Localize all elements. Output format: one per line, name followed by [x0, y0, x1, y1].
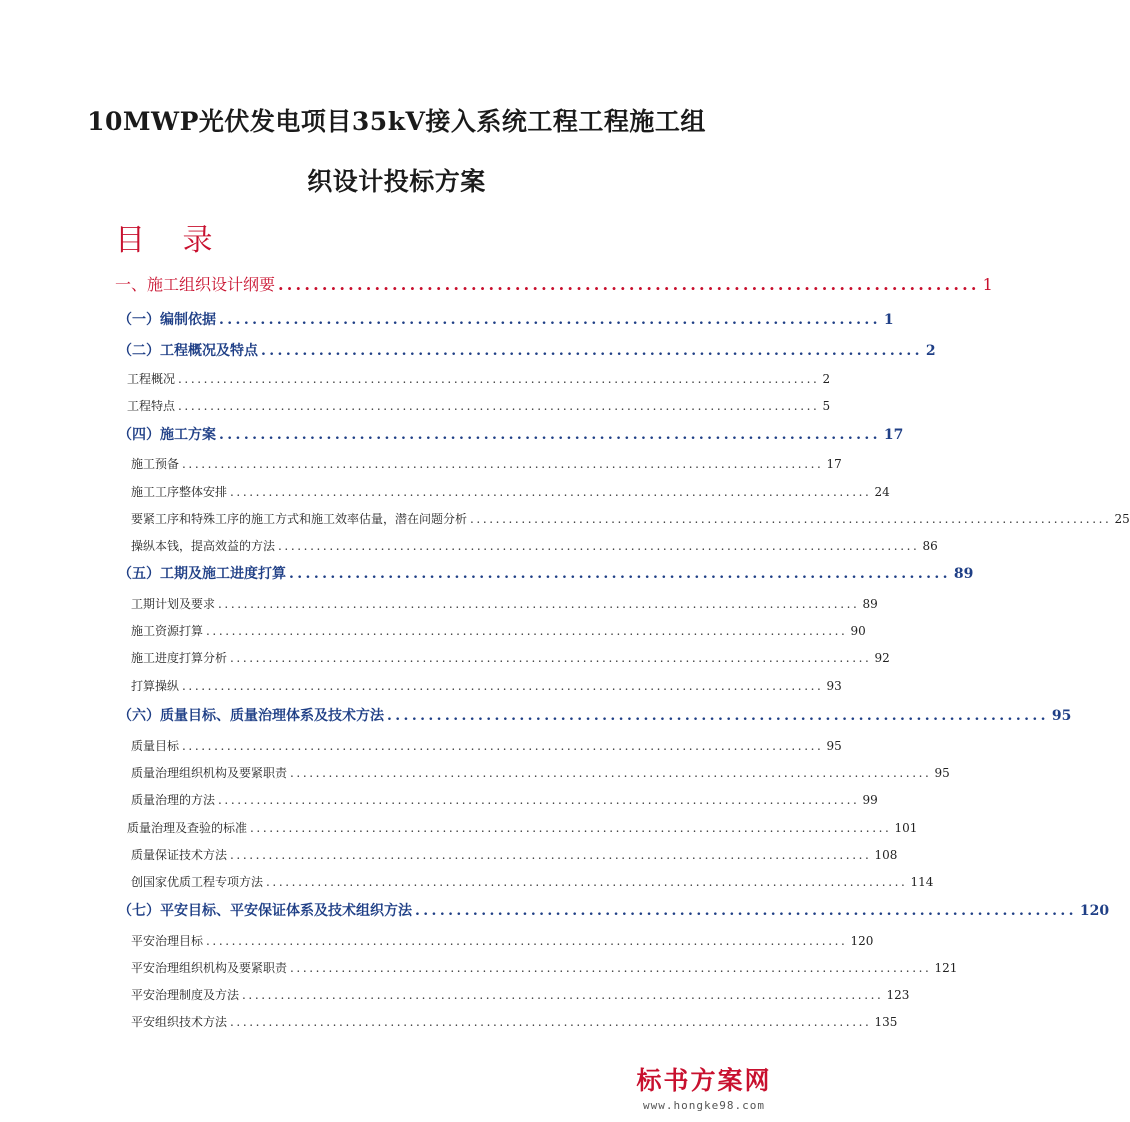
- toc-entry-label: 平安组织技术方法: [131, 1015, 228, 1029]
- toc-entry-page: 99: [862, 793, 878, 807]
- toc-entry-page: 120: [850, 934, 874, 948]
- toc-leader-dots: ....................................................................................................: [178, 399, 820, 413]
- toc-entry-level1[interactable]: [118, 340, 936, 362]
- watermark-url: www.hongke98.com: [643, 1099, 765, 1112]
- toc-entry-label: 施工资源打算: [131, 624, 204, 638]
- toc-entry-label: 施工进度打算分析: [131, 651, 228, 665]
- toc-entry-level2[interactable]: [131, 455, 842, 473]
- toc-entry-level2[interactable]: [131, 537, 938, 555]
- toc-entry-level2[interactable]: [131, 677, 842, 695]
- toc-leader-dots: ................................................................................: [415, 903, 1077, 919]
- toc-entry-level0[interactable]: [115, 272, 993, 296]
- toc-entry-level2[interactable]: [131, 959, 958, 977]
- toc-entry-label: （七）平安目标、平安保证体系及技术组织方法: [118, 903, 412, 919]
- toc-entry-label: 平安治理组织机构及要紧职责: [131, 961, 288, 975]
- toc-leader-dots: ................................................................................: [261, 343, 923, 359]
- toc-entry-page: 95: [826, 739, 842, 753]
- toc-entry-level1[interactable]: [118, 563, 974, 585]
- toc-entry-level2[interactable]: [131, 510, 1130, 528]
- toc-entry-level2[interactable]: [131, 595, 878, 613]
- toc-entry-label: （五）工期及施工进度打算: [118, 566, 286, 582]
- toc-entry-page: 108: [874, 848, 898, 862]
- toc-entry-level2[interactable]: [127, 370, 831, 388]
- toc-entry-page: 1: [883, 312, 894, 328]
- toc-leader-dots: ....................................................................................................: [470, 512, 1112, 526]
- toc-entry-label: 质量保证技术方法: [131, 848, 228, 862]
- toc-entry-page: 5: [822, 399, 831, 413]
- toc-leader-dots: ....................................................................................................: [218, 793, 860, 807]
- toc-entry-label: 施工预备: [131, 457, 180, 471]
- toc-entry-page: 114: [910, 875, 934, 889]
- toc-entry-page: 24: [874, 485, 890, 499]
- toc-entry-level2[interactable]: [131, 483, 890, 501]
- toc-entry-label: 平安治理制度及方法: [131, 988, 240, 1002]
- toc-entry-label: 质量治理及查验的标准: [127, 821, 248, 835]
- toc-leader-dots: ....................................................................................................: [230, 1015, 872, 1029]
- toc-entry-level2[interactable]: [131, 932, 874, 950]
- toc-entry-page: 93: [826, 679, 842, 693]
- toc-entry-label: （四）施工方案: [118, 427, 216, 443]
- toc-entry-page: 120: [1079, 903, 1110, 919]
- document-title-line1: 10MWP光伏发电项目35kV接入系统工程工程施工组: [87, 107, 706, 136]
- toc-entry-page: 17: [826, 457, 842, 471]
- toc-entry-label: 一、施工组织设计纲要: [115, 275, 276, 294]
- toc-entry-label: （六）质量目标、质量治理体系及技术方法: [118, 708, 384, 724]
- toc-leader-dots: ....................................................................................................: [178, 372, 820, 386]
- toc-entry-level2[interactable]: [131, 873, 934, 891]
- toc-entry-page: 92: [874, 651, 890, 665]
- toc-leader-dots: ................................................................................: [219, 312, 881, 328]
- toc-leader-dots: ....................................................................................................: [278, 539, 920, 553]
- toc-entry-page: 101: [894, 821, 918, 835]
- toc-leader-dots: ....................................................................................................: [230, 485, 872, 499]
- toc-leader-dots: ....................................................................................................: [182, 457, 824, 471]
- toc-entry-label: 工程概况: [127, 372, 176, 386]
- toc-leader-dots: ....................................................................................................: [290, 961, 932, 975]
- toc-leader-dots: ....................................................................................................: [230, 848, 872, 862]
- toc-entry-level1[interactable]: [118, 705, 1072, 727]
- toc-entry-label: 工期计划及要求: [131, 597, 216, 611]
- toc-entry-page: 89: [862, 597, 878, 611]
- toc-leader-dots: ....................................................................................................: [206, 934, 848, 948]
- toc-entry-page: 25: [1114, 512, 1130, 526]
- toc-entry-page: 86: [922, 539, 938, 553]
- toc-entry-page: 89: [953, 566, 974, 582]
- toc-leader-dots: ....................................................................................................: [182, 739, 824, 753]
- toc-entry-page: 1: [982, 275, 993, 294]
- toc-leader-dots: ....................................................................................................: [266, 875, 908, 889]
- toc-entry-page: 90: [850, 624, 866, 638]
- toc-entry-label: 操纵本钱，提高效益的方法: [131, 539, 276, 553]
- toc-entry-label: 要紧工序和特殊工序的施工方式和施工效率估量，潜在问题分析: [131, 512, 468, 526]
- toc-leader-dots: ................................................................................: [278, 275, 980, 294]
- watermark-title: 标书方案网: [636, 1066, 772, 1095]
- toc-leader-dots: ....................................................................................................: [206, 624, 848, 638]
- toc-entry-label: 质量治理的方法: [131, 793, 216, 807]
- toc-heading: 目 录: [115, 223, 227, 258]
- toc-entry-level2[interactable]: [131, 1013, 898, 1031]
- toc-entry-level2[interactable]: [131, 986, 910, 1004]
- toc-entry-level2[interactable]: [131, 649, 890, 667]
- toc-entry-page: 135: [874, 1015, 898, 1029]
- toc-entry-label: 质量治理组织机构及要紧职责: [131, 766, 288, 780]
- toc-entry-level2[interactable]: [131, 791, 878, 809]
- toc-entry-page: 95: [1051, 708, 1072, 724]
- toc-entry-level1[interactable]: [118, 900, 1110, 922]
- toc-entry-page: 2: [822, 372, 831, 386]
- toc-entry-label: 工程特点: [127, 399, 176, 413]
- toc-entry-label: （二）工程概况及特点: [118, 343, 258, 359]
- toc-entry-page: 121: [934, 961, 958, 975]
- toc-entry-page: 123: [886, 988, 910, 1002]
- toc-entry-label: （一）编制依据: [118, 312, 216, 328]
- toc-entry-level2[interactable]: [131, 764, 950, 782]
- toc-entry-page: 2: [925, 343, 936, 359]
- toc-entry-label: 施工工序整体安排: [131, 485, 228, 499]
- toc-entry-label: 打算操纵: [131, 679, 180, 693]
- toc-leader-dots: ....................................................................................................: [290, 766, 932, 780]
- document-title-line2: 织设计投标方案: [307, 167, 486, 196]
- toc-leader-dots: ................................................................................: [387, 708, 1049, 724]
- toc-entry-label: 创国家优质工程专项方法: [131, 875, 264, 889]
- toc-leader-dots: ....................................................................................................: [250, 821, 892, 835]
- toc-entry-level1[interactable]: [118, 424, 904, 446]
- toc-entry-level2[interactable]: [131, 622, 866, 640]
- toc-leader-dots: ....................................................................................................: [182, 679, 824, 693]
- toc-entry-level2[interactable]: [131, 846, 898, 864]
- toc-entry-label: 质量目标: [131, 739, 180, 753]
- toc-leader-dots: ....................................................................................................: [242, 988, 884, 1002]
- toc-leader-dots: ................................................................................: [219, 427, 881, 443]
- toc-leader-dots: ....................................................................................................: [230, 651, 872, 665]
- toc-leader-dots: ....................................................................................................: [218, 597, 860, 611]
- toc-entry-page: 17: [883, 427, 904, 443]
- toc-leader-dots: ................................................................................: [289, 566, 951, 582]
- toc-entry-level2[interactable]: [127, 397, 831, 415]
- toc-entry-page: 95: [934, 766, 950, 780]
- toc-entry-level1[interactable]: [118, 309, 894, 331]
- toc-entry-level2[interactable]: [127, 819, 918, 837]
- watermark-logo: [629, 1061, 779, 1112]
- toc-entry-level2[interactable]: [131, 737, 842, 755]
- toc-entry-label: 平安治理目标: [131, 934, 204, 948]
